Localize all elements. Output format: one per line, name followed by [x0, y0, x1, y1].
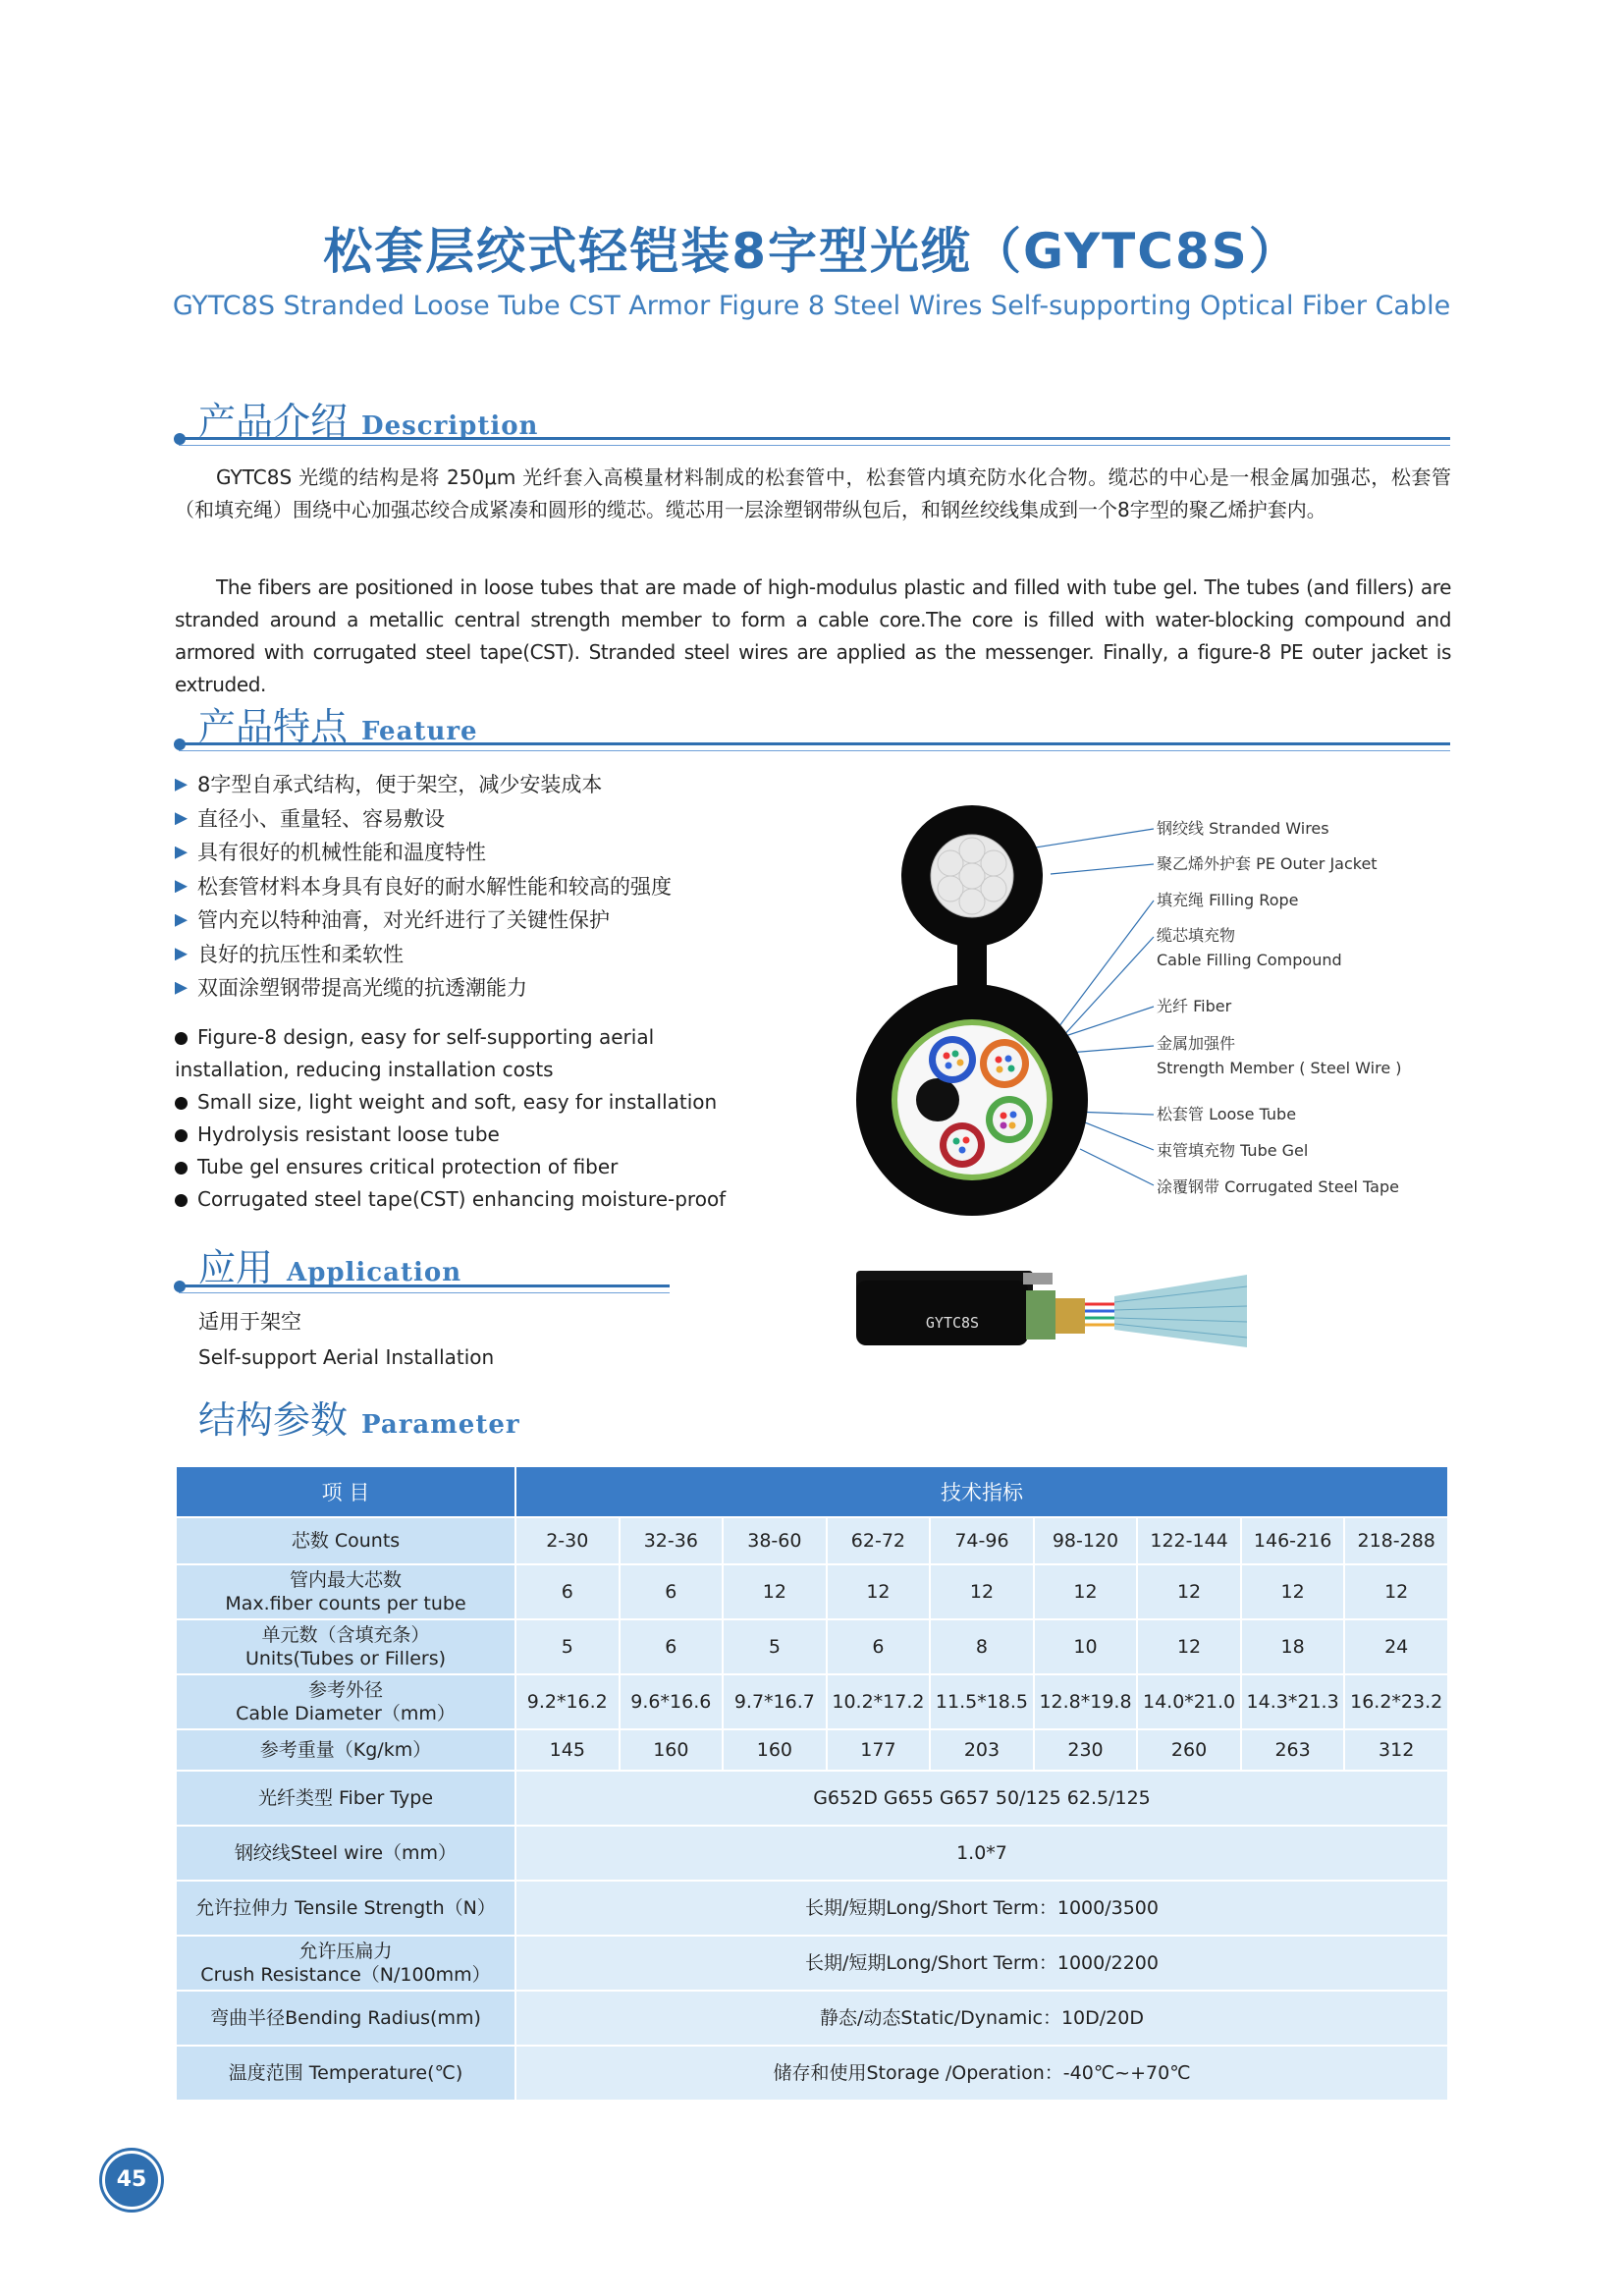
table-cell: 145: [515, 1729, 620, 1771]
parameter-table-body: [176, 1517, 1448, 2101]
feature-rule: [179, 742, 1450, 751]
row-label: [176, 1564, 515, 1619]
label-stranded-wires: 钢绞线 Stranded Wires: [1157, 819, 1329, 838]
application-heading-cn: 应用: [198, 1246, 274, 1289]
bullet-dot-icon: [175, 1162, 188, 1175]
table-cell: 14.0*21.0: [1137, 1674, 1241, 1729]
feature-item-cn: 8字型自承式结构，便于架空，减少安装成本: [175, 768, 672, 802]
table-row: [176, 1564, 1448, 1619]
table-cell: 6: [620, 1619, 724, 1674]
table-cell: 263: [1241, 1729, 1345, 1771]
label-strength-member-cn: 金属加强件: [1157, 1034, 1236, 1053]
bullet-dot-icon: [175, 1194, 188, 1207]
table-row: [176, 1517, 1448, 1564]
label-tube-gel: 束管填充物 Tube Gel: [1157, 1141, 1309, 1160]
table-cell: 6: [515, 1564, 620, 1619]
label-fiber: 光纤 Fiber: [1157, 997, 1232, 1015]
bullet-arrow-icon: [175, 982, 188, 995]
feature-item-cn: 双面涂塑钢带提高光缆的抗透潮能力: [175, 971, 672, 1006]
feature-item-en: Corrugated steel tape(CST) enhancing moisture-proof: [175, 1183, 774, 1216]
table-cell: 12: [1241, 1564, 1345, 1619]
table-cell: 160: [723, 1729, 827, 1771]
table-cell: 18: [1241, 1619, 1345, 1674]
parameter-heading-en: Parameter: [361, 1410, 520, 1440]
page-subtitle: GYTC8S Stranded Loose Tube CST Armor Figure 8 Steel Wires Self-supporting Optical Fiber Cable: [172, 291, 1451, 321]
table-row: [176, 1826, 1448, 1881]
table-cell: 9.7*16.7: [723, 1674, 827, 1729]
description-text-en: The fibers are positioned in loose tubes that are made of high-modulus plastic and filled with tube gel. The tubes (and fillers) are stranded around a metallic central strength member to form a cable core.The core is filled with water-blocking compound and armored with corrugated steel tape(CST). Stranded steel wires are applied as the messenger. Finally, a figure-8 PE outer jacket is extruded.: [175, 575, 1451, 696]
feature-item-cn: 良好的抗压性和柔软性: [175, 938, 672, 972]
table-cell: 24: [1344, 1619, 1448, 1674]
bullet-arrow-icon: [175, 880, 188, 893]
bullet-arrow-icon: [175, 914, 188, 927]
application-text-en: Self-support Aerial Installation: [198, 1345, 495, 1369]
row-label-line: 参考外径: [307, 1679, 383, 1701]
table-cell: 12: [1344, 1564, 1448, 1619]
table-row: [176, 1771, 1448, 1826]
table-cell: 260: [1137, 1729, 1241, 1771]
table-row: [176, 1991, 1448, 2046]
table-row: [176, 1674, 1448, 1729]
table-row: [176, 1729, 1448, 1771]
table-cell: 146-216: [1241, 1517, 1345, 1564]
feature-item-cn: 松套管材料本身具有良好的耐水解性能和较高的强度: [175, 870, 672, 904]
description-rule: [179, 437, 1450, 446]
table-header-row: [176, 1466, 1448, 1517]
description-rule-dot: [174, 433, 186, 445]
feature-heading-cn: 产品特点: [198, 705, 349, 748]
table-cell: 11.5*18.5: [930, 1674, 1034, 1729]
row-label-line: 参考重量（Kg/km）: [259, 1739, 432, 1761]
cable-product-image: [854, 1267, 1257, 1355]
table-cell: 9.6*16.6: [620, 1674, 724, 1729]
table-cell: 12: [1137, 1619, 1241, 1674]
label-corrugated-steel-tape: 涂覆钢带 Corrugated Steel Tape: [1157, 1177, 1399, 1196]
table-cell: 74-96: [930, 1517, 1034, 1564]
table-cell: 6: [827, 1619, 931, 1674]
table-row: [176, 1619, 1448, 1674]
row-label: [176, 1729, 515, 1771]
row-label: [176, 1826, 515, 1881]
table-cell: 12: [930, 1564, 1034, 1619]
row-label: [176, 1991, 515, 2046]
table-cell-span: 长期/短期Long/Short Term：1000/3500: [515, 1881, 1448, 1936]
row-label: [176, 1517, 515, 1564]
row-label: [176, 2046, 515, 2101]
table-cell: 6: [620, 1564, 724, 1619]
table-row: [176, 2046, 1448, 2101]
row-label-line: 管内最大芯数: [289, 1569, 402, 1591]
feature-item-cn: 直径小、重量轻、容易敷设: [175, 802, 672, 837]
description-text-cn: GYTC8S 光缆的结构是将 250μm 光纤套入高模量材料制成的松套管中，松套管内填充防水化合物。缆芯的中心是一根金属加强芯，松套管（和填充绳）围绕中心加强芯绞合成紧凑和圆形的缆芯。缆芯用一层涂塑钢带纵包后，和钢丝绞线集成到一个8字型的聚乙烯护套内。: [175, 465, 1451, 521]
bullet-arrow-icon: [175, 812, 188, 825]
table-cell: 10: [1034, 1619, 1138, 1674]
feature-item-en: Hydrolysis resistant loose tube: [175, 1119, 774, 1151]
label-filling-rope: 填充绳 Filling Rope: [1157, 891, 1299, 909]
row-label-line: Crush Resistance（N/100mm）: [200, 1964, 491, 1986]
table-cell: 12: [723, 1564, 827, 1619]
row-label-line: 允许压扁力: [298, 1941, 393, 1962]
table-cell-span: 1.0*7: [515, 1826, 1448, 1881]
table-cell: 12: [1034, 1564, 1138, 1619]
table-cell: 312: [1344, 1729, 1448, 1771]
description-heading-en: Description: [361, 411, 539, 441]
row-label: [176, 1881, 515, 1936]
application-rule-dot: [174, 1281, 186, 1292]
label-loose-tube: 松套管 Loose Tube: [1157, 1105, 1297, 1123]
cable-core-section: [856, 984, 1088, 1216]
application-heading-en: Application: [287, 1258, 462, 1287]
feature-heading-en: Feature: [361, 717, 478, 746]
table-cell: 12.8*19.8: [1034, 1674, 1138, 1729]
application-rule: [179, 1285, 670, 1293]
table-cell: 12: [827, 1564, 931, 1619]
table-cell: 160: [620, 1729, 724, 1771]
table-cell: 2-30: [515, 1517, 620, 1564]
row-label: [176, 1619, 515, 1674]
table-cell: 10.2*17.2: [827, 1674, 931, 1729]
feature-item-cn: 具有很好的机械性能和温度特性: [175, 836, 672, 870]
row-label-line: 温度范围 Temperature(℃): [228, 2062, 463, 2084]
table-cell: 8: [930, 1619, 1034, 1674]
parameter-heading-cn: 结构参数: [198, 1398, 349, 1442]
table-cell: 5: [723, 1619, 827, 1674]
row-label: [176, 1771, 515, 1826]
label-strength-member-en: Strength Member ( Steel Wire ): [1157, 1059, 1402, 1077]
feature-item-cn: 管内充以特种油膏，对光纤进行了关键性保护: [175, 903, 672, 938]
row-label-line: 光纤类型 Fiber Type: [257, 1787, 434, 1809]
bullet-arrow-icon: [175, 948, 188, 960]
row-label: [176, 1936, 515, 1991]
parameter-table: [175, 1465, 1449, 2102]
row-label-line: 芯数 Counts: [291, 1530, 401, 1552]
feature-list-en: [175, 1021, 774, 1216]
row-label-line: 允许拉伸力 Tensile Strength（N）: [195, 1897, 496, 1919]
table-cell: 9.2*16.2: [515, 1674, 620, 1729]
table-cell: 203: [930, 1729, 1034, 1771]
label-cable-filling-compound-cn: 缆芯填充物: [1157, 926, 1236, 945]
table-cell-span: 储存和使用Storage /Operation：-40℃~+70℃: [515, 2046, 1448, 2101]
table-cell-span: G652D G655 G657 50/125 62.5/125: [515, 1771, 1448, 1826]
table-row: [176, 1936, 1448, 1991]
feature-item-en: Figure-8 design, easy for self-supporting aerial installation, reducing installation costs: [175, 1025, 655, 1081]
row-label-line: Units(Tubes or Fillers): [244, 1648, 447, 1669]
row-label-line: Max.fiber counts per tube: [225, 1593, 466, 1614]
label-cable-filling-compound-en: Cable Filling Compound: [1157, 951, 1342, 969]
label-pe-outer-jacket: 聚乙烯外护套 PE Outer Jacket: [1157, 854, 1378, 873]
feature-rule-dot: [174, 738, 186, 750]
table-cell: 12: [1137, 1564, 1241, 1619]
table-cell: 38-60: [723, 1517, 827, 1564]
bullet-arrow-icon: [175, 779, 188, 792]
table-cell-span: 静态/动态Static/Dynamic：10D/20D: [515, 1991, 1448, 2046]
table-row: [176, 1881, 1448, 1936]
page-number: 45: [102, 2151, 161, 2210]
description-heading-cn: 产品介绍: [198, 400, 349, 443]
page-title: 松套层绞式轻铠装8字型光缆（GYTC8S）: [323, 223, 1300, 280]
messenger-section: [901, 805, 1043, 947]
bullet-dot-icon: [175, 1097, 188, 1110]
table-cell: 14.3*21.3: [1241, 1674, 1345, 1729]
table-cell: 5: [515, 1619, 620, 1674]
bullet-dot-icon: [175, 1032, 188, 1045]
bullet-arrow-icon: [175, 847, 188, 859]
table-cell: 218-288: [1344, 1517, 1448, 1564]
table-cell: 122-144: [1137, 1517, 1241, 1564]
row-label-line: 单元数（含填充条）: [261, 1624, 430, 1646]
feature-item-en: Small size, light weight and soft, easy for installation: [175, 1086, 774, 1119]
feature-list-cn: [175, 768, 672, 1006]
table-cell: 230: [1034, 1729, 1138, 1771]
table-cell: 16.2*23.2: [1344, 1674, 1448, 1729]
application-heading: [198, 1237, 461, 1291]
row-label-line: 钢绞线Steel wire（mm）: [234, 1842, 458, 1864]
application-text-cn: 适用于架空: [198, 1310, 301, 1334]
bullet-dot-icon: [175, 1129, 188, 1142]
col-header-item: 项 目: [176, 1466, 515, 1517]
table-cell: 62-72: [827, 1517, 931, 1564]
col-header-spec: 技术指标: [515, 1466, 1448, 1517]
cable-print-text: GYTC8S: [925, 1314, 980, 1332]
table-cell: 177: [827, 1729, 931, 1771]
feature-item-en: Tube gel ensures critical protection of fiber: [175, 1151, 774, 1183]
row-label-line: 弯曲半径Bending Radius(mm): [210, 2007, 481, 2029]
parameter-heading: [198, 1390, 520, 1444]
row-label-line: Cable Diameter（mm）: [236, 1703, 456, 1724]
table-cell: 32-36: [620, 1517, 724, 1564]
table-cell-span: 长期/短期Long/Short Term：1000/2200: [515, 1936, 1448, 1991]
table-cell: 98-120: [1034, 1517, 1138, 1564]
row-label: [176, 1674, 515, 1729]
